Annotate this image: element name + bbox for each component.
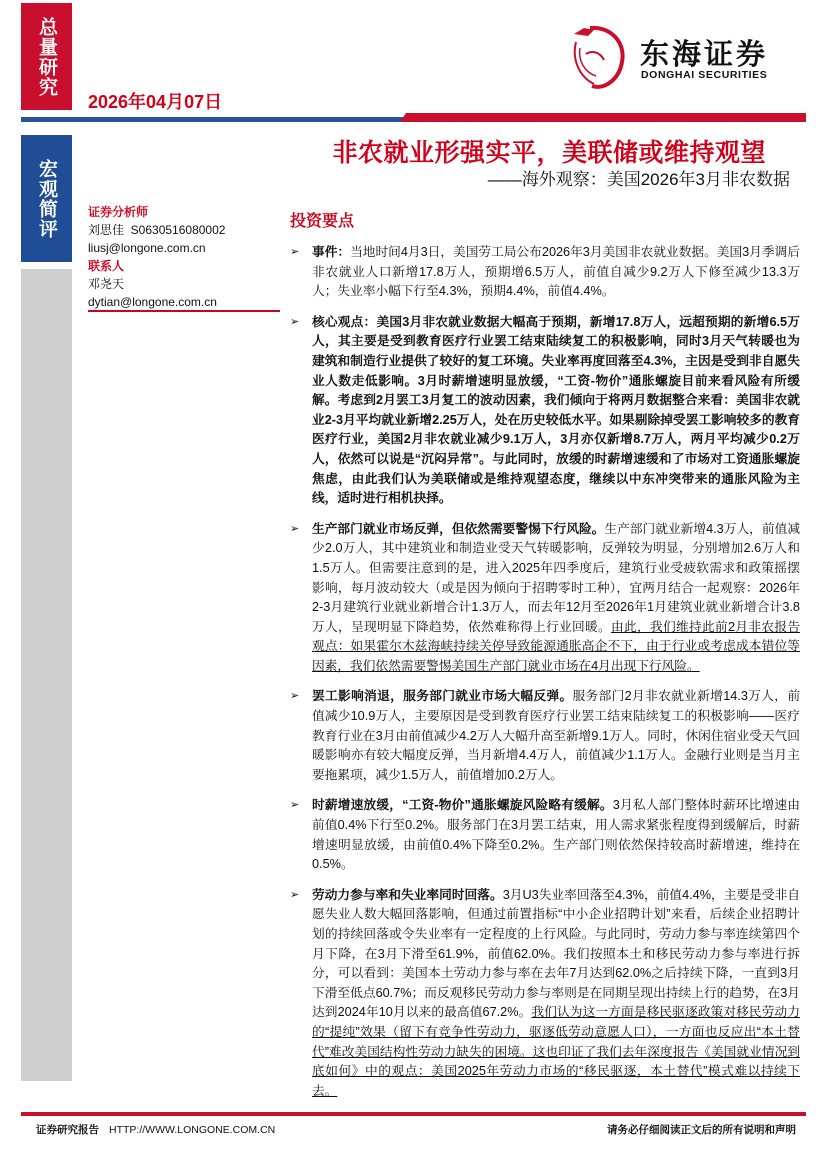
report-subtitle: ——海外观察：美国2026年3月非农数据	[487, 170, 790, 189]
category-label: 总量研究	[36, 16, 57, 97]
analyst-divider	[88, 310, 280, 312]
bullet-arrow-icon: ➢	[290, 799, 300, 812]
key-point-text: 服务部门2月非农就业新增14.3万人，前值减少10.9万人，主要原因是受到教育医疗行业罢工结束陆续复工的积极影响——医疗教育行业在3月由前值减少4.2万人大幅升高至新增9.1万人。同时，休闲住宿业受天气回暖影响亦有较大幅度反弹，当月新增4.4万人，前值减少1.1万人。金融行业则是当月主要拖累项，减少1.5万人，前值增加0.2万人。	[312, 689, 801, 782]
key-point-text: 3月U3失业率回落至4.3%，前值4.4%，主要是受非自愿失业人数大幅回落影响，但通过前置指标“中小企业招聘计划”来看，后续企业招聘计划的持续回落或令失业率有一定程度的上行风险。与此同时，劳动力参与率连续第四个月下降，在3月下滑至61.9%，前值62.0%。我们按照本土和移民劳动力参与率进行拆分，可以看到：美国本土劳动力参与率在去年7月达到62.0%之后持续下降，一直到3月下滑至低点60.7%；而反观移民劳动力参与率则是在同期呈现出持续上行的趋势，在3月达到2024年10月以来的最高值67.2%。	[312, 887, 800, 1020]
analyst-name-id: 刘思佳 S0630516080002	[88, 223, 226, 237]
key-point-lead: 生产部门就业市场反弹，但依然需要警惕下行风险。	[312, 521, 605, 536]
contact-name: 邓尧天	[88, 277, 125, 291]
report-date: 2026年04月07日	[88, 92, 223, 112]
analyst-role-label: 证券分析师	[88, 205, 149, 219]
section-heading: 投资要点	[290, 213, 355, 230]
key-point-lead: 劳动力参与率和失业率同时回落。	[312, 887, 503, 902]
analyst-email[interactable]: liusj@longone.com.cn	[88, 241, 206, 255]
footer-divider	[21, 1112, 806, 1116]
key-point-item	[290, 313, 800, 509]
report-title: 非农就业形强实平，美联储或维持观望	[332, 139, 766, 167]
key-point-item	[290, 886, 800, 1102]
header-divider-red	[400, 113, 806, 122]
key-point-text: 当地时间4月3日，美国劳工局公布2026年3月美国非农就业数据。美国3月季调后非农就业人口新增17.8万人，预期增6.5万人，前值自减少9.2万人下修至减少13.3万人；失业率小幅下行至4.3%，预期4.4%，前值4.4%。	[312, 245, 800, 299]
footer-disclaimer: 请务必仔细阅读正文后的所有说明和声明	[607, 1124, 796, 1136]
category-tag-total-research	[21, 3, 72, 110]
key-points-list	[290, 243, 800, 1112]
footer-url-link[interactable]: HTTP://WWW.LONGONE.COM.CN	[109, 1124, 276, 1136]
dragon-logo-icon	[570, 24, 630, 92]
header-divider-blue	[21, 117, 406, 122]
logo-text-en: DONGHAI SECURITIES	[641, 69, 768, 81]
key-point-item	[290, 520, 800, 677]
logo-text-cn: 东海证券	[640, 39, 769, 71]
key-point-lead: 罢工影响消退，服务部门就业市场大幅反弹。	[312, 689, 573, 704]
bullet-arrow-icon: ➢	[290, 522, 300, 535]
report-type-tag	[21, 135, 72, 262]
footer-left	[36, 1122, 275, 1137]
report-type-label: 宏观简评	[36, 158, 57, 239]
key-point-text: 由此，我们维持此前2月非农报告观点：如果霍尔木兹海峡持续关停导致能源通胀高企不下，由于行业或考虑成本错位等因素，我们依然需要警惕美国生产部门就业市场在4月出现下行风险。	[312, 619, 801, 673]
key-point-lead: 核心观点：美国3月非农就业数据大幅高于预期，新增17.8万人，远超预期的新增6.5万人，其主要是受到教育医疗行业罢工结束陆续复工的积极影响，同时3月天气转暖也为建筑和制造行业提供了较好的复工环境。失业率再度回落至4.3%，主因是受到非自愿失业人数走低影响。3月时薪增速明显放缓，“工资-物价”通胀螺旋目前来看风险有所缓解。考虑到2月罢工3月复工的波动因素，我们倾向于将两月数据整合来看：美国非农就业2-3月平均就业新增2.25万人，处在历史较低水平。如果剔除掉受罢工影响较多的教育医疗行业，美国2月非农就业减少9.1万人，3月亦仅新增8.7万人，两月平均减少0.2万人，依然可以说是“沉闷异常”。与此同时，放缓的时薪增速缓和了市场对工资通胀螺旋焦虑，由此我们认为美联储或是维持观望态度，继续以中东冲突带来的通胀风险为主线，适时进行相机抉择。	[312, 314, 800, 506]
bullet-arrow-icon: ➢	[290, 246, 300, 258]
footer-label: 证券研究报告	[36, 1124, 99, 1136]
key-point-text: 3月私人部门整体时薪环比增速由前值0.4%下行至0.2%。服务部门在3月罢工结束，用人需求紧张程度得到缓解后，时薪增速明显放缓，由前值0.4%下降至0.2%。生产部门则依然保持较高时薪增速，维持在0.5%。	[312, 798, 800, 872]
contact-role-label: 联系人	[88, 259, 125, 273]
bullet-arrow-icon: ➢	[290, 315, 300, 328]
key-point-lead: 时薪增速放缓，“工资-物价”通胀螺旋风险略有缓解。	[312, 798, 613, 813]
key-point-item	[290, 796, 800, 874]
contact-email[interactable]: dytian@longone.com.cn	[88, 295, 217, 309]
sidebar-gray-bar	[21, 269, 72, 1081]
key-point-text: 我们认为这一方面是移民驱逐政策对移民劳动力的“提纯”效果（留下有竞争性劳动力，驱逐低劳动意愿人口），一方面也反应出“本土替代”难改美国结构性劳动力缺失的困境。这也印证了我们去年深度报告《美国就业情况到底如何》中的观点：美国2025年劳动力市场的“移民驱逐，本土替代”模式难以持续下去。	[312, 1005, 801, 1098]
key-point-lead: 事件：	[312, 245, 351, 259]
key-point-text: 生产部门就业新增4.3万人，前值减少2.0万人，其中建筑业和制造业受天气转暖影响，反弹较为明显，分别增加2.6万人和1.5万人。但需要注意到的是，进入2025年四季度后，建筑行业受疲软需求和政策摇摆影响，每月波动较大（或是因为倾向于招聘零时工种），宜两月结合一起观察：2026年2-3月建筑行业就业新增合计1.3万人，而去年12月至2026年1月建筑业就业新增合计3.8万人，呈现明显下降趋势，依然难称得上行业回暖。	[312, 521, 801, 634]
key-point-item	[290, 687, 800, 785]
bullet-arrow-icon: ➢	[290, 888, 300, 901]
bullet-arrow-icon: ➢	[290, 690, 300, 703]
key-point-item	[290, 243, 800, 302]
analyst-info	[88, 203, 283, 311]
